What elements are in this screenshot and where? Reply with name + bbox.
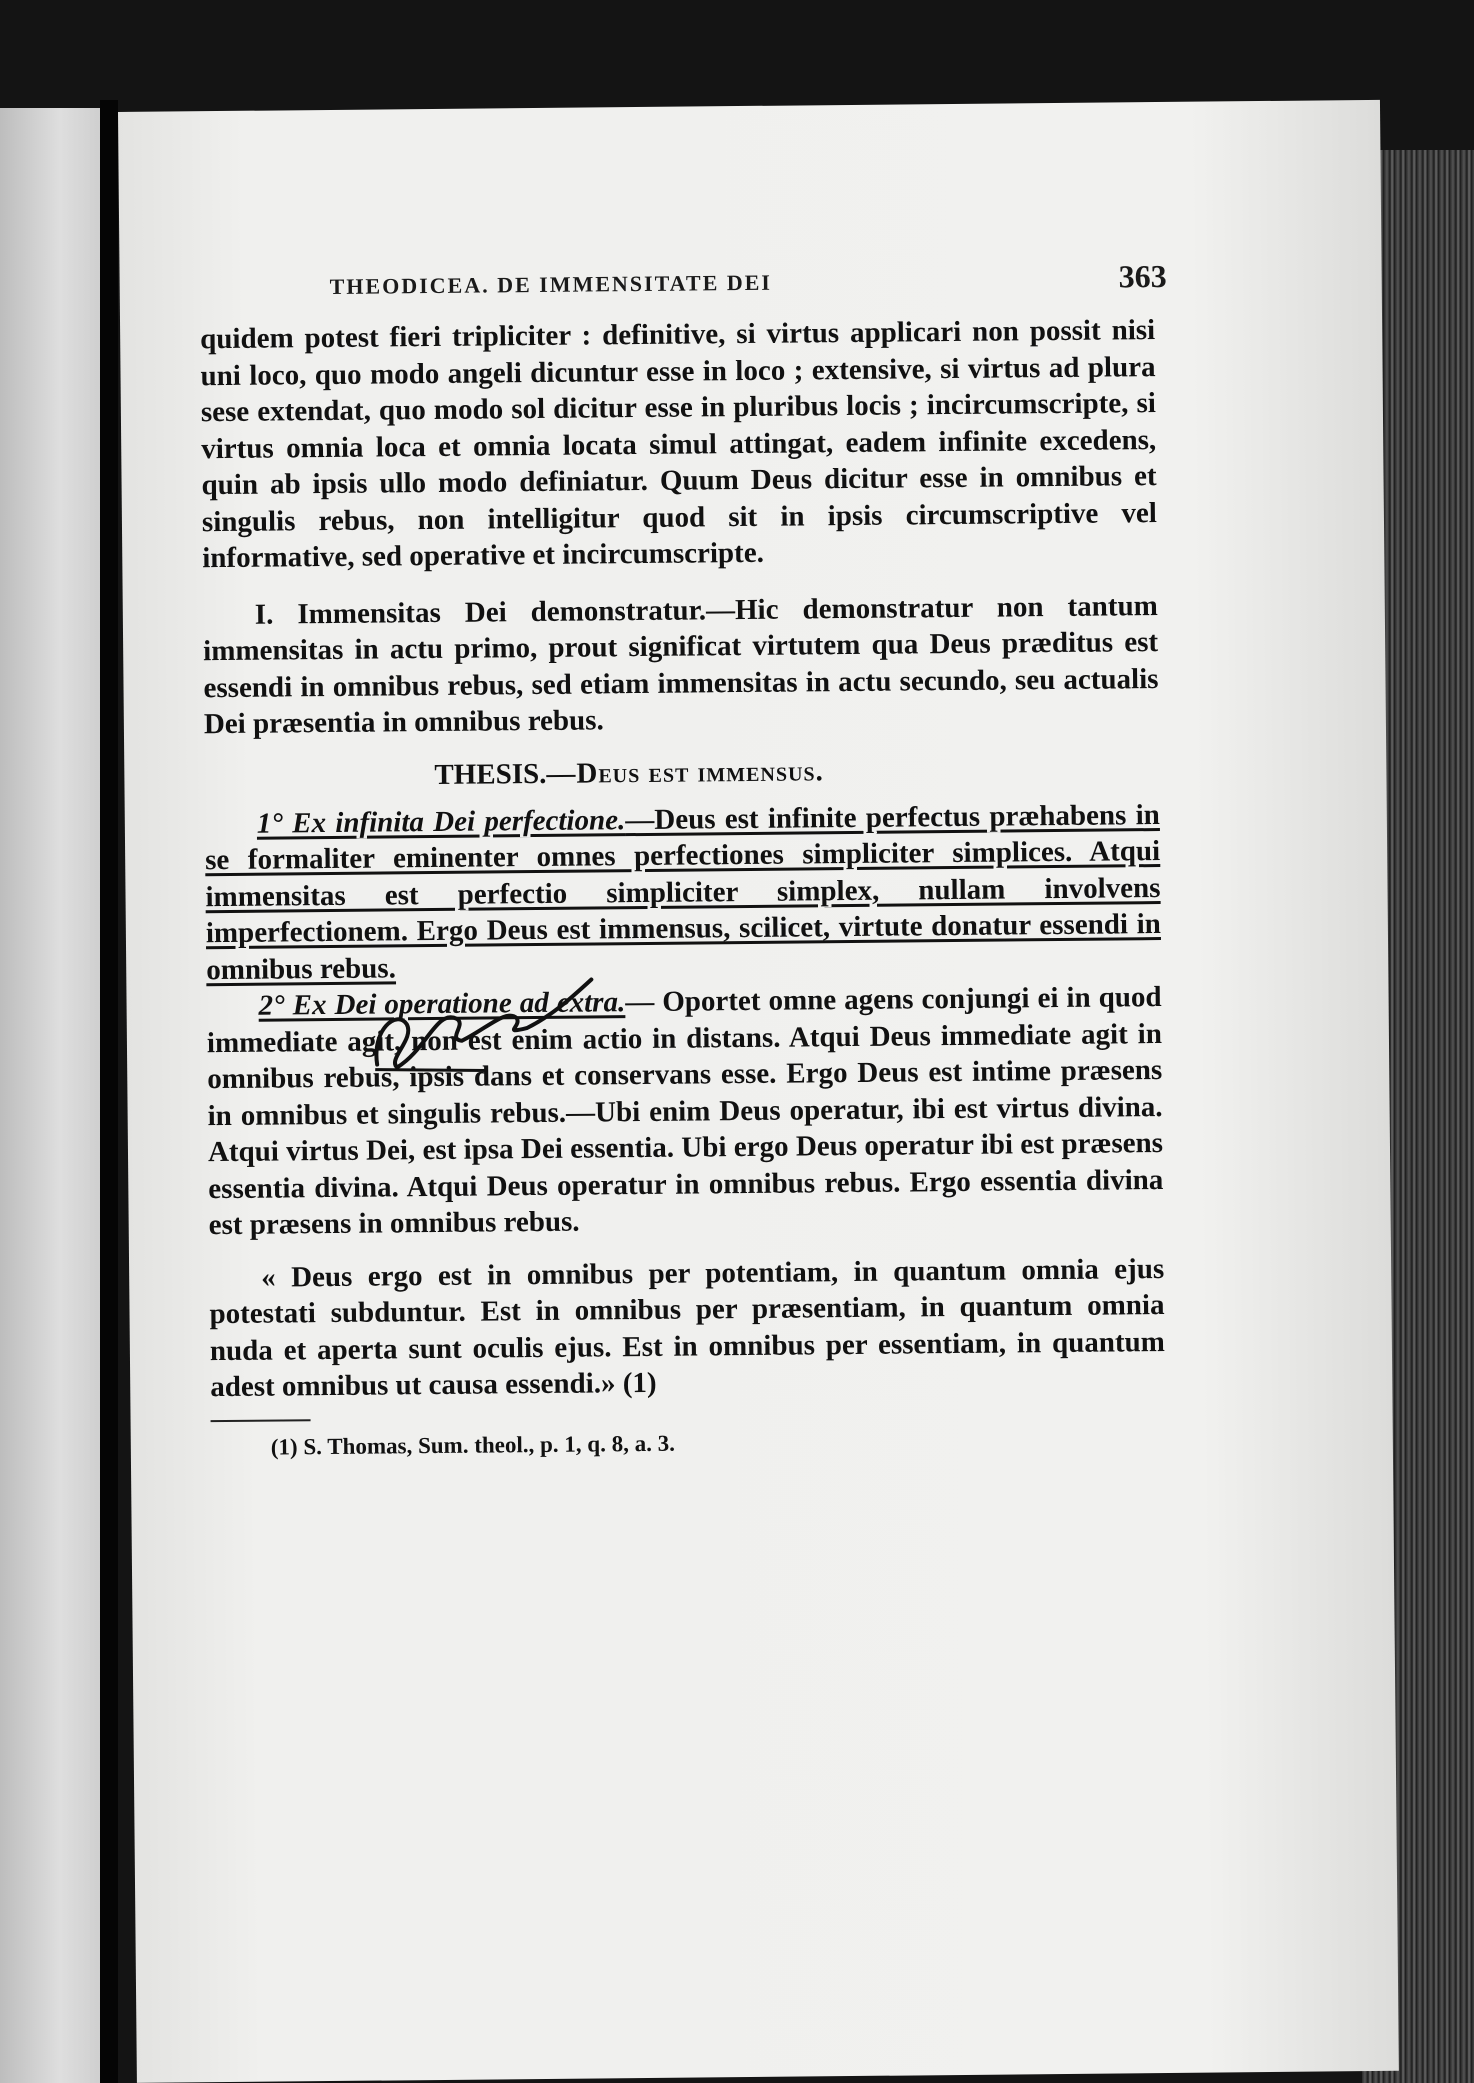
facing-page-edge — [0, 108, 100, 2083]
thesis-text: —Deus est immensus. — [546, 754, 824, 790]
argument-2-body: — Oportet omne agens conjungi ei in quod immediate agit, non est enim actio in distans. Atqui Deus immediate agit in omnibus rebus, ipsis dans et conservans esse. Ergo Deus est intime præsens in omnibus et singulis rebus.—Ubi enim Deus operatur, ibi est virtus divina. Atqui virtus Dei, est ipsa Dei essentia. Ubi ergo Deus operatur ibi est præsens essentia divina. Atqui Deus operatur in omnibus rebus. Ergo essentia divina est præsens in omnibus rebus. — [206, 981, 1164, 1242]
argument-2-label: 2° Ex Dei operatione ad extra. — [258, 986, 626, 1022]
section-demonstratur — [203, 588, 1159, 743]
handwritten-signature — [366, 967, 597, 1079]
page-content — [199, 252, 1165, 1462]
argument-1 — [205, 797, 1162, 989]
running-title: THEODICEA. DE IMMENSITATE DEI — [329, 269, 773, 299]
thesis-label: THESIS. — [434, 757, 547, 791]
section-heading: I. Immensitas Dei demonstratur. — [254, 593, 707, 631]
footnote: (1) S. Thomas, Sum. theol., p. 1, q. 8, a. 3. — [270, 1430, 675, 1460]
argument-1-body: —Deus est infinite perfectus præhabens in se formaliter eminenter omnes perfectiones simpliciter simplices. Atqui immensitas est perfectio simpliciter simplex, nullam involvens imperfectionem. Ergo Deus est immensus, scilicet, virtute donatur essendi in omnibus rebus. — [205, 798, 1161, 986]
argument-1-label: 1° Ex infinita Dei perfectione. — [256, 803, 626, 840]
paragraph-definitions: quidem potest fieri tripliciter : definitive, si virtus applicari non possit nisi uni loco, quo modo angeli dicuntur esse in loco ; extensive, si virtus ad plura sese extendat, quo modo sol dicitur esse in pluribus locis ; incircumscripte, si virtus omnia loca et omnia locata simul attingat, eadem infinite excedens, quin ab ipsis ullo modo definiatur. Quum Deus dicitur esse in omnibus et singulis rebus, non intelligitur quod sit in ipsis circumscriptive vel informative, sed operative et incircumscripte. — [200, 314, 1158, 575]
section-body: —Hic demonstratur non tantum immensitas in actu primo, prout significat virtutem qua Deus præditus est essendi in omnibus rebus, sed etiam immensitas in actu secundo, seu actualis Dei præsentia in omnibus rebus. — [203, 589, 1159, 741]
footnote-rule — [211, 1419, 311, 1422]
page-number: 363 — [1118, 257, 1167, 295]
running-head — [199, 252, 1167, 321]
thesis-line — [204, 752, 1159, 794]
argument-2 — [206, 979, 1163, 1244]
book-page — [118, 100, 1399, 2083]
thomas-quote: « Deus ergo est in omnibus per potentiam, in quantum omnia ejus potestati subduntur. Est in omnibus per præsentiam, in quantum omnia nuda et aperta sunt oculis ejus. Est in omnibus per essentiam, in quantum adest omnibus ut causa essendi.» (1) — [209, 1252, 1166, 1404]
book-gutter — [100, 100, 118, 2083]
